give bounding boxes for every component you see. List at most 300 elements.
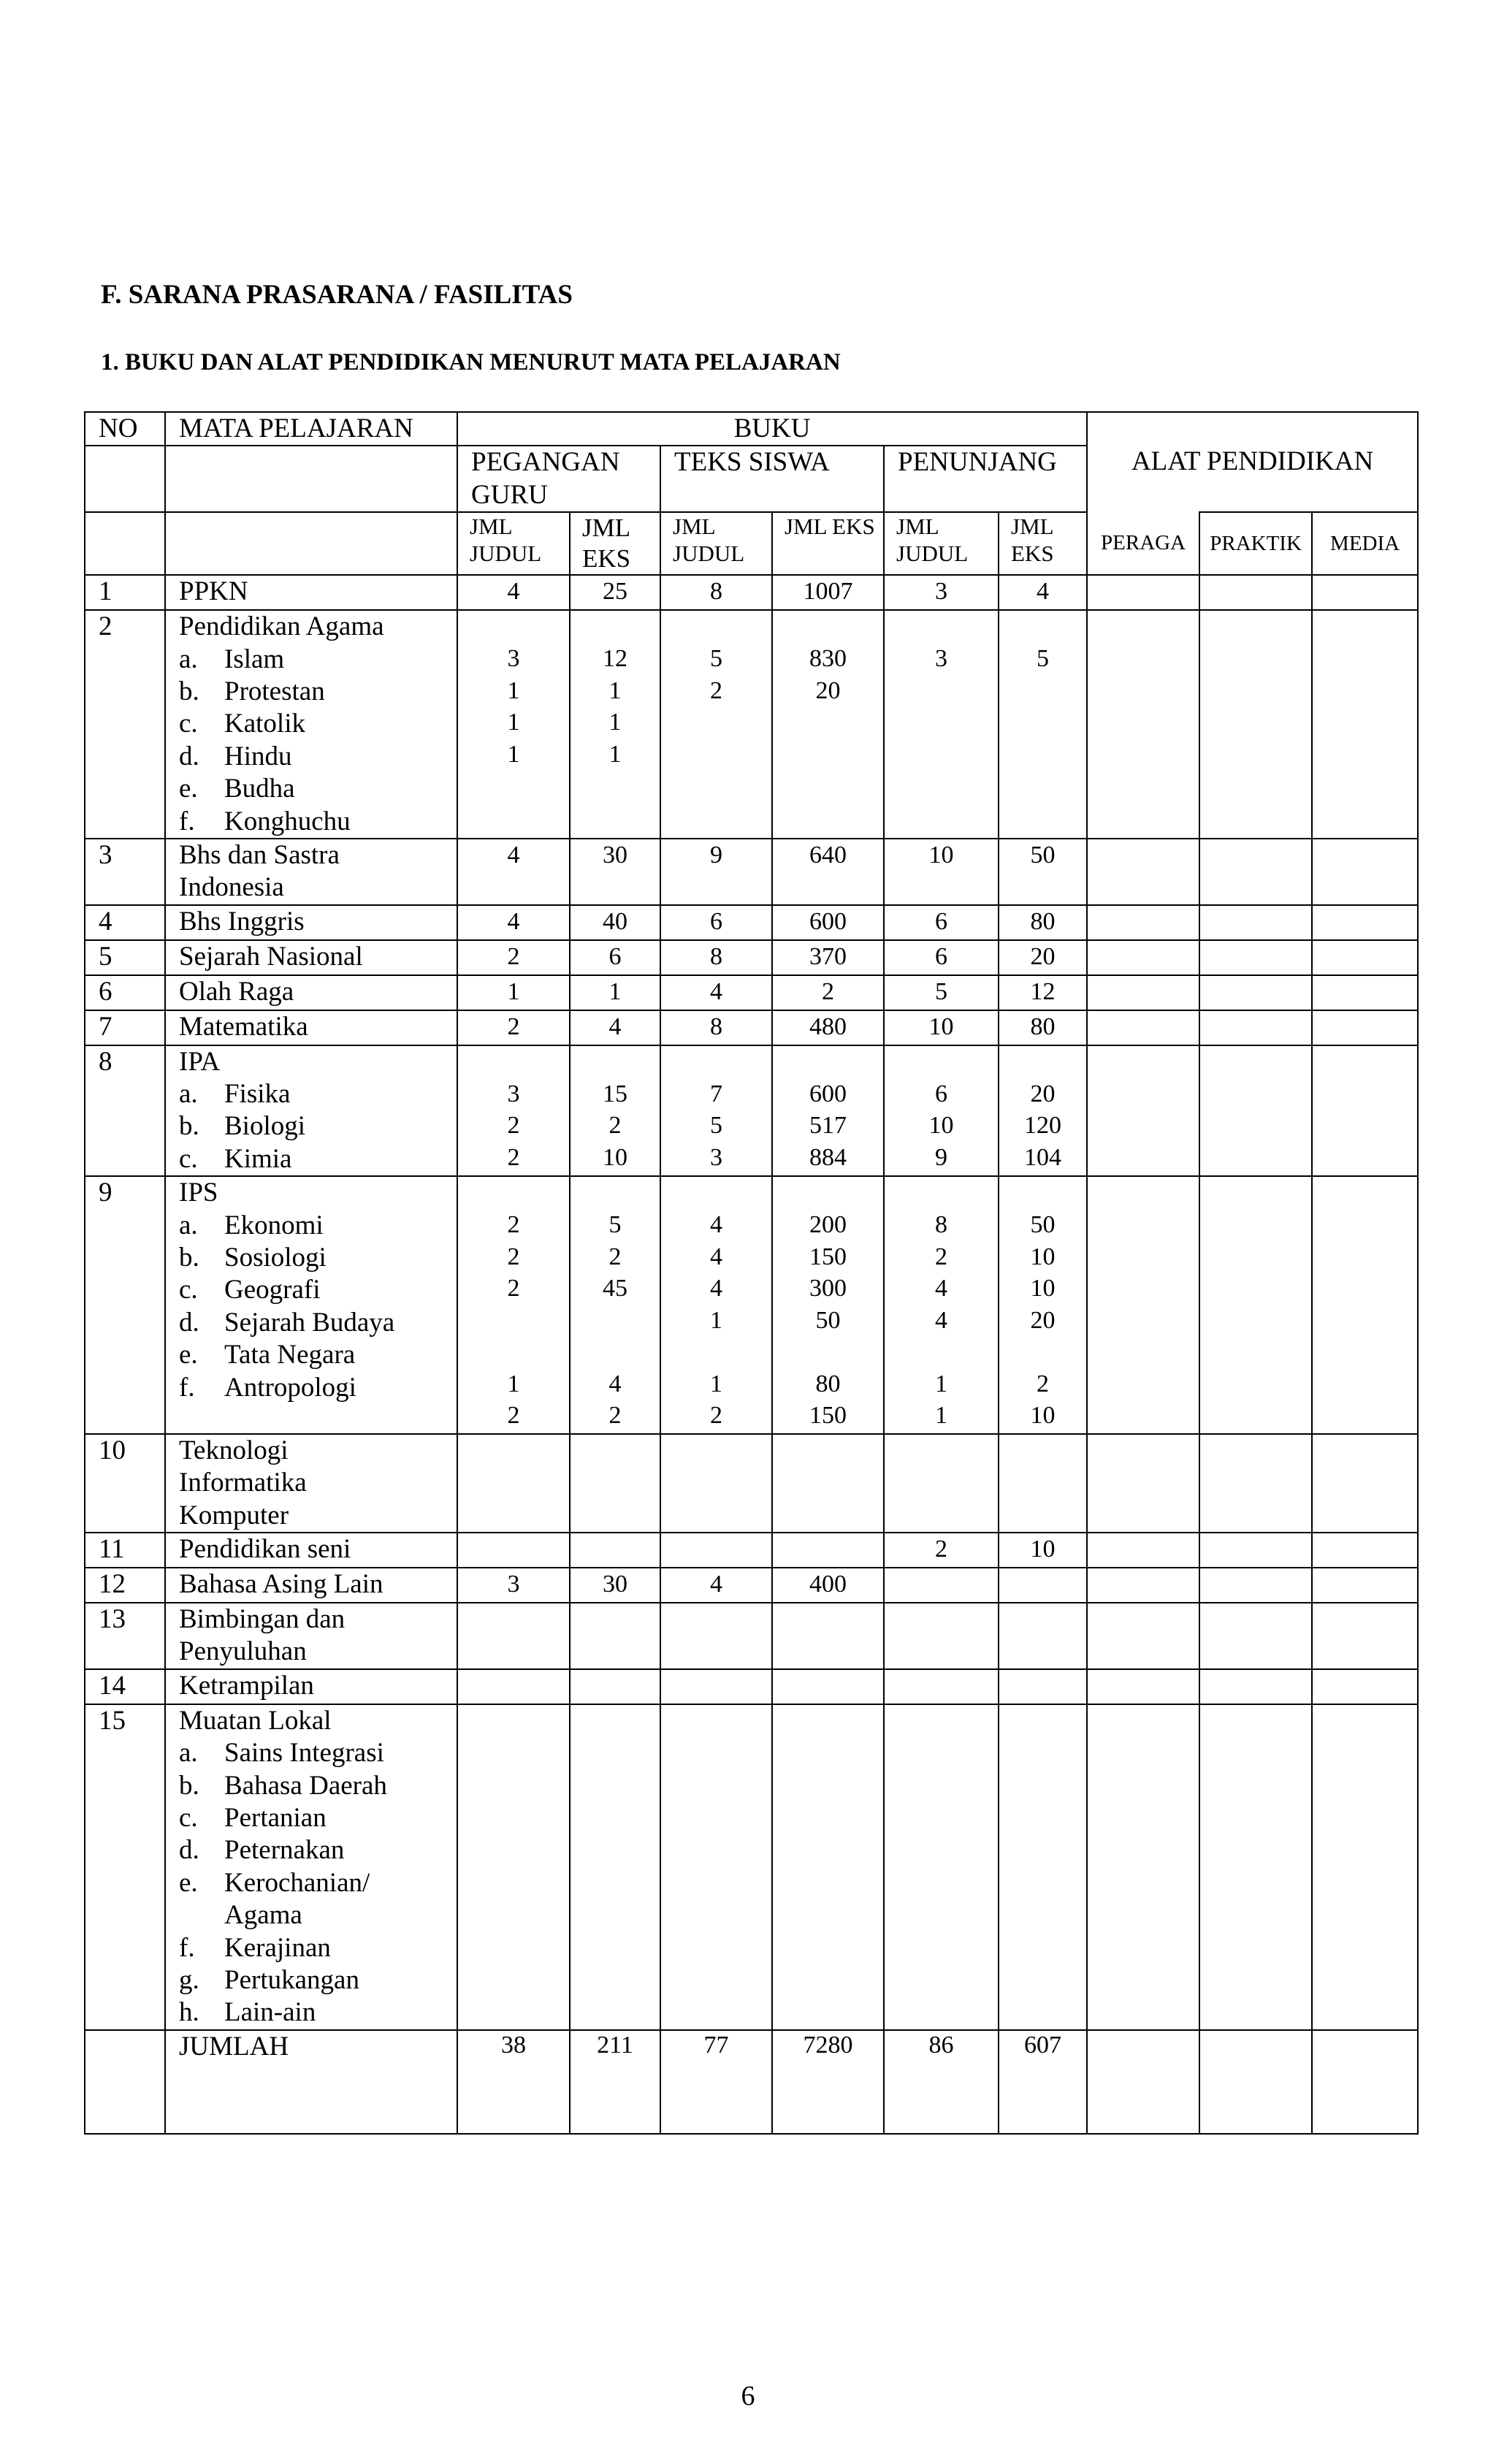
header-pn-jml-judul: JML JUDUL <box>884 512 999 575</box>
total-pn-eks: 607 <box>999 2030 1087 2134</box>
cell-pg-eks <box>570 1603 660 1669</box>
cell-value: 5 <box>1037 645 1050 673</box>
cell-peraga <box>1087 1669 1199 1704</box>
cell-pg-eks <box>570 1669 660 1704</box>
table-row <box>85 905 1418 940</box>
cell-pn-eks <box>999 1176 1087 1434</box>
subject-sub-item <box>179 1274 457 1306</box>
header-pegangan-guru: PEGANGAN GURU <box>457 446 660 512</box>
cell-pn-eks <box>999 1669 1087 1704</box>
total-praktik <box>1199 2030 1312 2134</box>
cell-praktik <box>1199 575 1312 610</box>
header-alat-pendidikan: ALAT PENDIDIKAN <box>1087 412 1418 512</box>
cell-peraga <box>1087 575 1199 610</box>
table-row <box>85 1704 1418 2030</box>
cell-praktik <box>1199 1045 1312 1177</box>
table-row <box>85 1010 1418 1045</box>
cell-value: 2 <box>507 1243 520 1270</box>
total-ts-eks: 7280 <box>772 2030 884 2134</box>
cell-media <box>1312 1704 1418 2030</box>
cell-value: 2 <box>507 1112 520 1140</box>
subject-sub-item <box>179 1964 457 1996</box>
total-media <box>1312 2030 1418 2134</box>
row-subject <box>165 610 457 839</box>
cell-ts-judul: 6 <box>660 905 772 940</box>
cell-peraga <box>1087 839 1199 905</box>
subject-sub-item <box>179 1339 457 1371</box>
cell-media <box>1312 1603 1418 1669</box>
row-no: 6 <box>85 975 165 1010</box>
subject-name: Bhs dan Sastra Indonesia <box>179 839 340 903</box>
cell-pn-judul <box>884 1704 999 2030</box>
cell-pn-eks <box>999 1603 1087 1669</box>
cell-praktik <box>1199 1669 1312 1704</box>
header-media: MEDIA <box>1312 512 1418 575</box>
cell-value: 20 <box>1030 1306 1056 1334</box>
subject-name: Bhs Inggris <box>179 906 305 937</box>
cell-pn-eks: 10 <box>999 1533 1087 1568</box>
cell-peraga <box>1087 1603 1199 1669</box>
subject-sub-item <box>179 1932 457 1964</box>
sub-item-label: Sains Integrasi <box>224 1738 384 1769</box>
cell-value: 830 <box>809 645 847 673</box>
cell-ts-eks: 400 <box>772 1568 884 1603</box>
table-row <box>85 1568 1418 1603</box>
cell-pg-eks: 30 <box>570 839 660 905</box>
cell-value: 517 <box>809 1112 847 1140</box>
subject-sub-item <box>179 806 457 838</box>
row-no: 4 <box>85 905 165 940</box>
subject-sub-item <box>179 741 457 773</box>
cell-pg-eks <box>570 610 660 839</box>
header-penunjang: PENUNJANG <box>884 446 1087 512</box>
cell-value: 4 <box>608 1370 622 1397</box>
sub-item-letter: h. <box>179 1997 199 2028</box>
cell-value: 3 <box>935 645 947 673</box>
sub-item-label: Hindu <box>224 741 292 771</box>
sub-item-label: Peternakan <box>224 1835 345 1866</box>
cell-pg-judul: 2 <box>457 1010 570 1045</box>
subject-sub-item <box>179 1867 457 1932</box>
cell-pn-eks: 12 <box>999 975 1087 1010</box>
cell-value: 50 <box>1030 1211 1056 1239</box>
sub-item-label: Pertukangan <box>224 1964 359 1995</box>
cell-media <box>1312 975 1418 1010</box>
row-no: 13 <box>85 1603 165 1669</box>
cell-pn-judul <box>884 1045 999 1177</box>
cell-praktik <box>1199 1533 1312 1568</box>
cell-praktik <box>1199 975 1312 1010</box>
cell-value: 20 <box>815 676 841 704</box>
cell-media <box>1312 610 1418 839</box>
sub-item-letter: f. <box>179 806 195 836</box>
subject-name: Matematika <box>179 1011 308 1042</box>
cell-ts-eks: 370 <box>772 940 884 975</box>
cell-value: 1 <box>710 1306 722 1334</box>
total-pg-eks: 211 <box>570 2030 660 2134</box>
cell-praktik <box>1199 940 1312 975</box>
subject-name: Muatan Lokal <box>179 1705 332 1736</box>
subject-sub-item <box>179 773 457 805</box>
sub-item-label: Bahasa Daerah <box>224 1770 387 1801</box>
row-no: 3 <box>85 839 165 905</box>
row-subject <box>165 1010 457 1045</box>
cell-value: 5 <box>710 1112 722 1140</box>
sub-item-label: Lain-ain <box>224 1997 316 2028</box>
header-teks-siswa: TEKS SISWA <box>660 446 884 512</box>
sub-item-letter: g. <box>179 1964 199 1995</box>
sub-item-letter: c. <box>179 1275 198 1305</box>
cell-pg-eks: 30 <box>570 1568 660 1603</box>
cell-pn-judul <box>884 1568 999 1603</box>
section-title: F. SARANA PRASARANA / FASILITAS <box>101 280 573 310</box>
cell-ts-judul: 4 <box>660 1568 772 1603</box>
header-peraga: PERAGA <box>1087 512 1199 575</box>
sub-item-letter: f. <box>179 1372 195 1403</box>
cell-ts-judul <box>660 1704 772 2030</box>
sub-item-label: Sosiologi <box>224 1243 327 1273</box>
cell-media <box>1312 1669 1418 1704</box>
sub-item-letter: d. <box>179 1307 199 1338</box>
total-row <box>85 2030 1418 2134</box>
cell-value: 4 <box>935 1275 947 1302</box>
row-no: 8 <box>85 1045 165 1177</box>
cell-praktik <box>1199 1603 1312 1669</box>
row-no: 5 <box>85 940 165 975</box>
header-no: NO <box>85 412 165 446</box>
sub-item-label: Kimia <box>224 1143 292 1174</box>
cell-peraga <box>1087 1533 1199 1568</box>
subject-sub-item <box>179 676 457 708</box>
subject-name: Pendidikan seni <box>179 1534 351 1565</box>
cell-value: 2 <box>935 1243 947 1270</box>
table-row <box>85 940 1418 975</box>
cell-value: 4 <box>935 1306 947 1334</box>
sub-item-label: Budha <box>224 774 295 804</box>
sub-item-label: Kerajinan <box>224 1932 331 1963</box>
cell-praktik <box>1199 1568 1312 1603</box>
row-no: 9 <box>85 1176 165 1434</box>
cell-pn-eks <box>999 1568 1087 1603</box>
sub-item-label: Geografi <box>224 1275 321 1305</box>
subject-sub-item <box>179 1307 457 1339</box>
row-no: 2 <box>85 610 165 839</box>
header-pn-jml-eks: JML EKS <box>999 512 1087 575</box>
cell-media <box>1312 1010 1418 1045</box>
cell-value: 4 <box>710 1243 722 1270</box>
cell-value: 104 <box>1024 1143 1062 1171</box>
subject-sub-item <box>179 1143 457 1175</box>
cell-value: 1 <box>507 740 520 768</box>
total-label: JUMLAH <box>165 2030 457 2134</box>
cell-pg-eks <box>570 1176 660 1434</box>
subject-sub-item <box>179 708 457 740</box>
cell-ts-eks <box>772 610 884 839</box>
cell-pg-eks: 6 <box>570 940 660 975</box>
cell-ts-judul: 8 <box>660 1010 772 1045</box>
sub-item-label: Kerochanian/ Agama <box>224 1867 370 1931</box>
row-no: 1 <box>85 575 165 610</box>
cell-praktik <box>1199 610 1312 839</box>
sub-item-letter: f. <box>179 1932 195 1963</box>
sub-item-label: Ekonomi <box>224 1210 324 1240</box>
subject-name: Pendidikan Agama <box>179 611 384 642</box>
cell-pn-eks <box>999 1434 1087 1533</box>
sub-item-label: Islam <box>224 644 285 674</box>
cell-pg-judul: 4 <box>457 575 570 610</box>
subject-sub-item <box>179 1996 457 2029</box>
sub-item-letter: a. <box>179 1210 198 1240</box>
cell-ts-judul <box>660 1045 772 1177</box>
cell-value: 3 <box>507 1080 520 1107</box>
cell-pg-judul <box>457 1045 570 1177</box>
table-row <box>85 610 1418 839</box>
sub-item-letter: b. <box>179 1243 199 1273</box>
cell-value: 1 <box>608 709 622 736</box>
cell-ts-judul: 8 <box>660 940 772 975</box>
cell-ts-eks: 640 <box>772 839 884 905</box>
cell-pn-eks <box>999 1045 1087 1177</box>
cell-value: 2 <box>710 676 722 704</box>
header-pg-jml-judul: JML JUDUL <box>457 512 570 575</box>
sub-item-label: Fisika <box>224 1079 291 1110</box>
cell-pn-judul <box>884 610 999 839</box>
cell-ts-eks <box>772 1533 884 1568</box>
cell-value: 2 <box>710 1402 722 1430</box>
cell-media <box>1312 1533 1418 1568</box>
cell-value: 9 <box>935 1143 947 1171</box>
cell-pn-judul <box>884 1669 999 1704</box>
cell-pn-eks: 20 <box>999 940 1087 975</box>
table-row <box>85 1434 1418 1533</box>
cell-value <box>570 1306 660 1338</box>
cell-ts-judul: 4 <box>660 975 772 1010</box>
cell-pn-judul: 5 <box>884 975 999 1010</box>
cell-pg-judul <box>457 610 570 839</box>
cell-value: 6 <box>935 1080 947 1107</box>
cell-media <box>1312 940 1418 975</box>
cell-pn-judul <box>884 1434 999 1533</box>
cell-pg-eks <box>570 1045 660 1177</box>
cell-value: 1 <box>608 676 622 704</box>
cell-value: 5 <box>710 645 722 673</box>
cell-ts-judul: 8 <box>660 575 772 610</box>
header-buku: BUKU <box>457 412 1087 446</box>
cell-value: 3 <box>507 645 520 673</box>
header-mata-pelajaran: MATA PELAJARAN <box>165 412 457 446</box>
row-no: 7 <box>85 1010 165 1045</box>
cell-pn-judul: 10 <box>884 839 999 905</box>
cell-praktik <box>1199 839 1312 905</box>
sub-item-letter: b. <box>179 1111 199 1142</box>
table-row <box>85 1533 1418 1568</box>
cell-pn-judul: 3 <box>884 575 999 610</box>
cell-ts-eks <box>772 1045 884 1177</box>
cell-value: 1 <box>608 740 622 768</box>
row-subject <box>165 839 457 905</box>
subject-sub-item <box>179 1242 457 1274</box>
sub-item-letter: e. <box>179 1867 198 1898</box>
cell-value: 12 <box>603 645 627 673</box>
cell-praktik <box>1199 1176 1312 1434</box>
cell-value: 5 <box>608 1211 622 1239</box>
header-praktik: PRAKTIK <box>1199 512 1312 575</box>
cell-value: 10 <box>1030 1275 1056 1302</box>
cell-media <box>1312 1045 1418 1177</box>
cell-pn-eks <box>999 610 1087 839</box>
page-number: 6 <box>741 2381 755 2411</box>
cell-ts-eks <box>772 1704 884 2030</box>
cell-pg-judul: 2 <box>457 940 570 975</box>
cell-value: 2 <box>608 1402 622 1430</box>
total-ts-judul: 77 <box>660 2030 772 2134</box>
cell-pn-judul: 6 <box>884 940 999 975</box>
cell-value: 15 <box>603 1080 627 1107</box>
row-no: 14 <box>85 1669 165 1704</box>
cell-peraga <box>1087 1434 1199 1533</box>
cell-value: 2 <box>608 1112 622 1140</box>
sub-item-letter: b. <box>179 1770 199 1801</box>
row-subject <box>165 1176 457 1434</box>
sub-item-letter: d. <box>179 741 199 771</box>
cell-media <box>1312 1176 1418 1434</box>
row-subject <box>165 1434 457 1533</box>
cell-peraga <box>1087 975 1199 1010</box>
table-row <box>85 975 1418 1010</box>
row-subject <box>165 1669 457 1704</box>
cell-value: 150 <box>809 1402 847 1430</box>
cell-peraga <box>1087 1568 1199 1603</box>
subject-sub-item <box>179 644 457 676</box>
sub-item-label: Pertanian <box>224 1802 327 1833</box>
subject-name: Sejarah Nasional <box>179 941 363 972</box>
cell-value: 2 <box>1037 1370 1050 1397</box>
cell-ts-eks: 2 <box>772 975 884 1010</box>
row-subject <box>165 940 457 975</box>
cell-pg-judul <box>457 1533 570 1568</box>
subject-sub-item <box>179 1834 457 1866</box>
subject-sub-item <box>179 1737 457 1769</box>
row-no: 10 <box>85 1434 165 1533</box>
cell-pg-judul <box>457 1176 570 1434</box>
sub-item-letter: a. <box>179 644 198 674</box>
cell-value: 8 <box>935 1211 947 1239</box>
cell-pn-eks: 80 <box>999 1010 1087 1045</box>
sub-item-letter: c. <box>179 1143 198 1174</box>
sub-item-letter: a. <box>179 1079 198 1110</box>
subject-name: PPKN <box>179 576 248 607</box>
subject-name: IPA <box>179 1046 221 1077</box>
cell-ts-eks: 1007 <box>772 575 884 610</box>
row-subject <box>165 1533 457 1568</box>
sub-item-label: Sejarah Budaya <box>224 1307 395 1338</box>
cell-value: 1 <box>507 709 520 736</box>
cell-value: 80 <box>815 1370 841 1397</box>
row-subject <box>165 1603 457 1669</box>
cell-peraga <box>1087 905 1199 940</box>
sub-item-letter: a. <box>179 1738 198 1769</box>
cell-ts-eks <box>772 1176 884 1434</box>
cell-value: 20 <box>1030 1080 1056 1107</box>
cell-value: 10 <box>1030 1243 1056 1270</box>
header-ts-jml-judul: JML JUDUL <box>660 512 772 575</box>
cell-peraga <box>1087 940 1199 975</box>
cell-value: 150 <box>809 1243 847 1270</box>
subject-name: IPS <box>179 1178 218 1208</box>
cell-pn-eks: 80 <box>999 905 1087 940</box>
facilities-table <box>84 411 1419 2135</box>
cell-ts-eks <box>772 1669 884 1704</box>
total-no-cell <box>85 2030 165 2134</box>
table-row <box>85 839 1418 905</box>
sub-item-label: Antropologi <box>224 1372 356 1403</box>
table-row <box>85 1176 1418 1434</box>
cell-pn-judul <box>884 1603 999 1669</box>
sub-item-label: Protestan <box>224 676 325 706</box>
cell-ts-eks: 600 <box>772 905 884 940</box>
subject-sub-item <box>179 1802 457 1834</box>
cell-ts-judul <box>660 1669 772 1704</box>
cell-value: 10 <box>603 1143 627 1171</box>
cell-pn-judul: 10 <box>884 1010 999 1045</box>
cell-peraga <box>1087 1176 1199 1434</box>
cell-ts-judul <box>660 1603 772 1669</box>
subject-sub-item <box>179 1210 457 1242</box>
cell-pg-judul <box>457 1669 570 1704</box>
row-subject <box>165 575 457 610</box>
sub-item-label: Katolik <box>224 709 305 739</box>
cell-ts-judul <box>660 1533 772 1568</box>
cell-value: 1 <box>935 1370 947 1397</box>
cell-pg-eks <box>570 1434 660 1533</box>
cell-pg-eks: 4 <box>570 1010 660 1045</box>
cell-media <box>1312 575 1418 610</box>
cell-value: 2 <box>507 1143 520 1171</box>
sub-item-letter: c. <box>179 709 198 739</box>
cell-praktik <box>1199 1704 1312 2030</box>
cell-pn-eks: 4 <box>999 575 1087 610</box>
cell-media <box>1312 1568 1418 1603</box>
cell-value: 1 <box>935 1402 947 1430</box>
cell-pg-eks: 25 <box>570 575 660 610</box>
subject-name: Olah Raga <box>179 976 294 1007</box>
header-pg-jml-eks: JML EKS <box>570 512 660 575</box>
cell-value: 1 <box>710 1370 722 1397</box>
cell-ts-judul <box>660 1176 772 1434</box>
cell-ts-eks <box>772 1603 884 1669</box>
cell-value: 300 <box>809 1275 847 1302</box>
cell-ts-eks: 480 <box>772 1010 884 1045</box>
cell-peraga <box>1087 1045 1199 1177</box>
cell-media <box>1312 905 1418 940</box>
sub-item-label: Tata Negara <box>224 1340 356 1370</box>
cell-value: 10 <box>928 1112 954 1140</box>
cell-value: 2 <box>507 1211 520 1239</box>
cell-ts-judul <box>660 610 772 839</box>
cell-pg-judul <box>457 1434 570 1533</box>
cell-pg-judul: 4 <box>457 839 570 905</box>
row-no: 15 <box>85 1704 165 2030</box>
subject-name: Ketrampilan <box>179 1670 314 1701</box>
cell-pg-eks: 1 <box>570 975 660 1010</box>
sub-item-letter: d. <box>179 1835 199 1866</box>
cell-peraga <box>1087 1010 1199 1045</box>
cell-pn-eks: 50 <box>999 839 1087 905</box>
row-subject <box>165 1045 457 1177</box>
cell-praktik <box>1199 1434 1312 1533</box>
cell-pg-judul: 4 <box>457 905 570 940</box>
total-peraga <box>1087 2030 1199 2134</box>
